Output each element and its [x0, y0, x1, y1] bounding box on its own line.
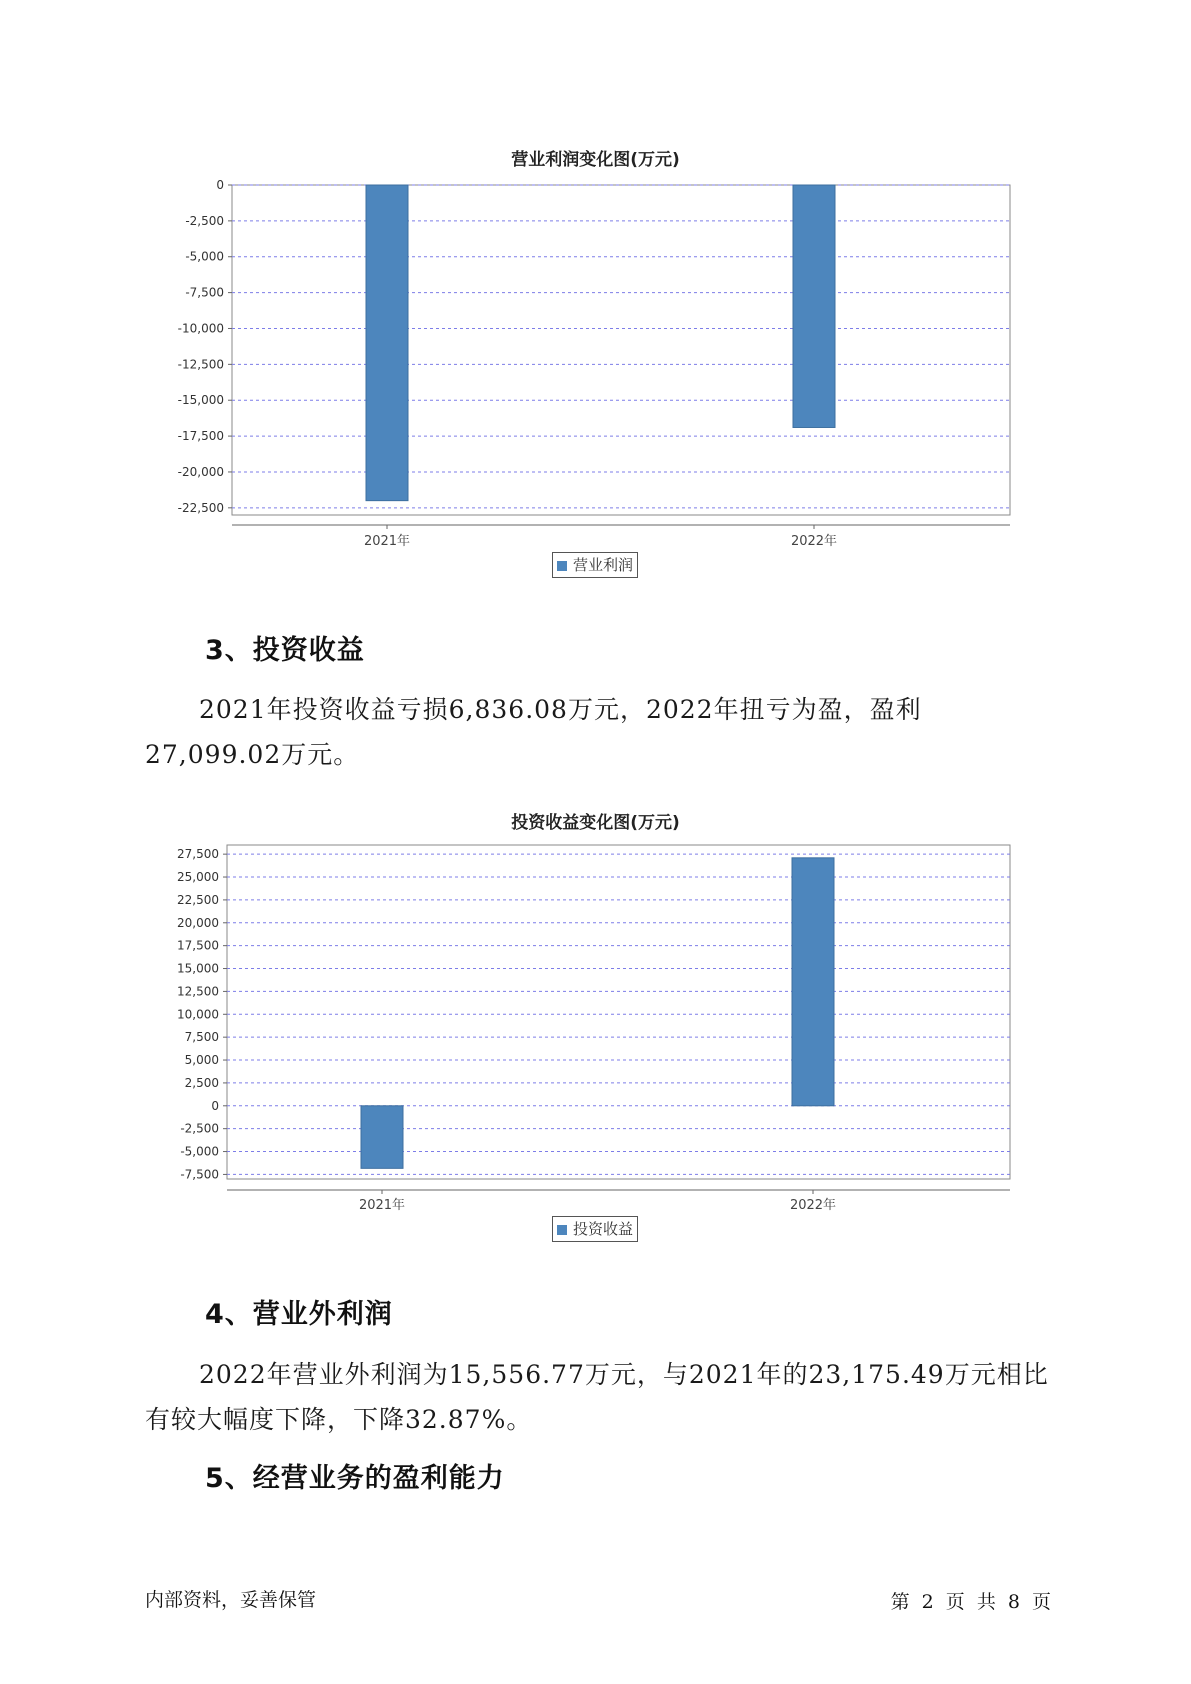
chart-svg — [0, 798, 1191, 1258]
legend-label: 营业利润 — [573, 556, 634, 574]
chart-title: 营业利润变化图(万元) — [511, 150, 680, 170]
legend-swatch — [557, 561, 567, 571]
bar — [793, 185, 835, 427]
y-tick-label: 25,000 — [177, 870, 219, 885]
y-tick-label: 7,500 — [184, 1030, 219, 1045]
x-tick-label: 2022年 — [790, 534, 838, 549]
section-heading: 3、投资收益 — [205, 635, 365, 666]
y-tick-label: 0 — [211, 1098, 219, 1113]
y-tick-label: -5,000 — [180, 1144, 219, 1159]
chart-investment-income — [0, 798, 1191, 1258]
x-tick-label: 2021年 — [363, 534, 411, 549]
y-tick-label: 2,500 — [184, 1075, 219, 1090]
bar — [361, 1106, 403, 1169]
y-tick-label: 17,500 — [177, 938, 219, 953]
chart-operating-profit — [0, 135, 1191, 595]
section-paragraph: 2022年营业外利润为15,556.77万元，与2021年的23,175.49万元相比有较大幅度下降，下降32.87%。 — [145, 1360, 1049, 1434]
y-tick-label: 10,000 — [177, 1007, 219, 1022]
plot-area — [232, 185, 1010, 515]
section-heading: 4、营业外利润 — [205, 1299, 393, 1330]
chart-legend — [552, 1216, 638, 1242]
y-tick-label: -7,500 — [180, 1167, 219, 1182]
y-tick-label: -20,000 — [177, 464, 224, 479]
y-tick-label: -7,500 — [185, 285, 224, 300]
y-tick-label: 15,000 — [177, 961, 219, 976]
y-tick-label: 5,000 — [184, 1053, 219, 1068]
y-tick-label: -12,500 — [177, 357, 224, 372]
y-tick-label: 20,000 — [177, 915, 219, 930]
y-tick-label: 12,500 — [177, 984, 219, 999]
y-tick-label: -2,500 — [180, 1121, 219, 1136]
chart-legend — [552, 552, 638, 578]
section-paragraph: 2021年投资收益亏损6,836.08万元，2022年扭亏为盈，盈利27,099.02万元。 — [145, 695, 922, 769]
y-tick-label: -2,500 — [185, 213, 224, 228]
x-tick-label: 2021年 — [358, 1198, 406, 1213]
y-tick-label: 27,500 — [177, 847, 219, 862]
section-heading: 5、经营业务的盈利能力 — [205, 1463, 505, 1494]
x-tick-label: 2022年 — [789, 1198, 837, 1213]
bar — [366, 185, 408, 501]
y-tick-label: 22,500 — [177, 892, 219, 907]
chart-svg — [0, 135, 1191, 595]
y-tick-label: -15,000 — [177, 393, 224, 408]
y-tick-label: -10,000 — [177, 321, 224, 336]
footer-page-number: 第 2 页 共 8 页 — [890, 1591, 1051, 1613]
legend-label: 投资收益 — [573, 1220, 634, 1238]
legend-swatch — [557, 1225, 567, 1235]
y-tick-label: -5,000 — [185, 249, 224, 264]
footer-confidential-note: 内部资料，妥善保管 — [145, 1589, 317, 1611]
y-tick-label: -17,500 — [177, 429, 224, 444]
y-tick-label: -22,500 — [177, 500, 224, 515]
bar — [792, 858, 834, 1106]
y-tick-label: 0 — [216, 178, 224, 192]
chart-title: 投资收益变化图(万元) — [511, 813, 680, 833]
